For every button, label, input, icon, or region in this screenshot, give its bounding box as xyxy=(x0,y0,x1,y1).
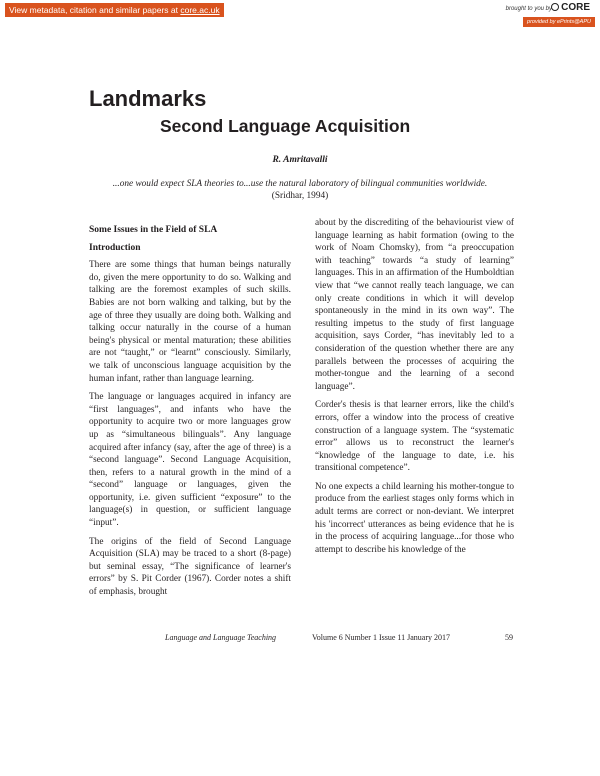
core-logo[interactable] xyxy=(551,2,590,13)
body-paragraph: Corder's thesis is that learner errors, like the child's errors, offer a window into the process of creative construction of a language system. The “systematic error” allows us to reconstruct the learner's “knowledge of the language to date, i.e. his transitional competence”. xyxy=(315,400,514,474)
body-paragraph: The origins of the field of Second Language Acquisition (SLA) may be traced to a short (8-page) but seminal essay, “The significance of learner's errors” by S. Pit Corder (1967). Corder notes a shift of emphasis, brought xyxy=(89,536,291,598)
brought-by-text: brought to you by xyxy=(505,6,552,12)
block-quote: No one expects a child learning his mother-tongue to produce from the earliest stages only forms which in adult terms are correct or non-deviant. We interpret his 'incorrect' utterances as being evidence that he is in the process of acquiring language...for those who attempt to describe his knowledge of the xyxy=(315,481,514,555)
core-link-prefix: View metadata, citation and similar papers at xyxy=(9,5,181,15)
body-paragraph: The language or languages acquired in infancy are “first languages”, and infants who have the opportunity to acquire two or more languages grow up as “simultaneous bilinguals”. Any language acquired after infancy (say, after the age of three) is a “second language”. Second Language Acquisition, then, refers to a natural growth in the mind of a “second” language or languages, given the opportunity, i.e. given sufficient “exposure” to the language(s) in question, or sufficient language “input”. xyxy=(89,392,291,529)
subheading-introduction: Introduction xyxy=(89,242,141,253)
core-link-domain: core.ac.uk xyxy=(180,5,220,15)
article-title: Second Language Acquisition xyxy=(160,116,411,136)
footer-issue: Volume 6 Number 1 Issue 11 January 2017 xyxy=(312,633,450,642)
core-logo-icon xyxy=(551,3,559,11)
provided-by-badge[interactable]: provided by ePrints@APU xyxy=(523,17,595,27)
core-metadata-link[interactable] xyxy=(5,3,224,17)
epigraph-quote: ...one would expect SLA theories to...use the natural laboratory of bilingual communities worldwide. xyxy=(112,179,488,189)
core-logo-text: CORE xyxy=(561,2,590,13)
page-number: 59 xyxy=(505,633,513,642)
author-name: R. Amritavalli xyxy=(272,155,328,165)
right-column xyxy=(315,217,514,562)
left-column xyxy=(89,224,291,605)
section-heading: Landmarks xyxy=(89,86,207,111)
epigraph-source: (Sridhar, 1994) xyxy=(271,191,329,201)
footer-journal: Language and Language Teaching xyxy=(165,633,277,642)
body-paragraph: There are some things that human beings naturally do, given the mere opportunity to do so. Walking and talking are the foremost examples of such skills. Babies are not born walking and talking, but by the age of three they usually are doing both. Walking and talking occur naturally in the course of a human being's physical or mental maturation; these abilities are not “taught,” or “learnt” consciously. Similarly, we talk of unconscious language acquisition by the human infant, rather than language learning. xyxy=(89,260,291,384)
subheading-issues: Some Issues in the Field of SLA xyxy=(89,225,218,235)
body-paragraph: about by the discrediting of the behaviourist view of language learning as habit formation (owing to the work of Noam Chomsky), from “a preoccupation with teaching” towards “a study of learning” languages. This in an affirmation of the Humboldtian view that “we cannot really teach language, we can only create conditions in which it will develop spontaneously in the mind in its own way”. The resulting impetus to the study of first language acquisition, says Corder, “has inevitably led to a consideration of the question whether there are any parallels between the processes of acquiring the mother-tongue and the learning of a second language”. xyxy=(315,218,514,392)
core-banner xyxy=(0,0,600,28)
epigraph xyxy=(110,178,490,202)
